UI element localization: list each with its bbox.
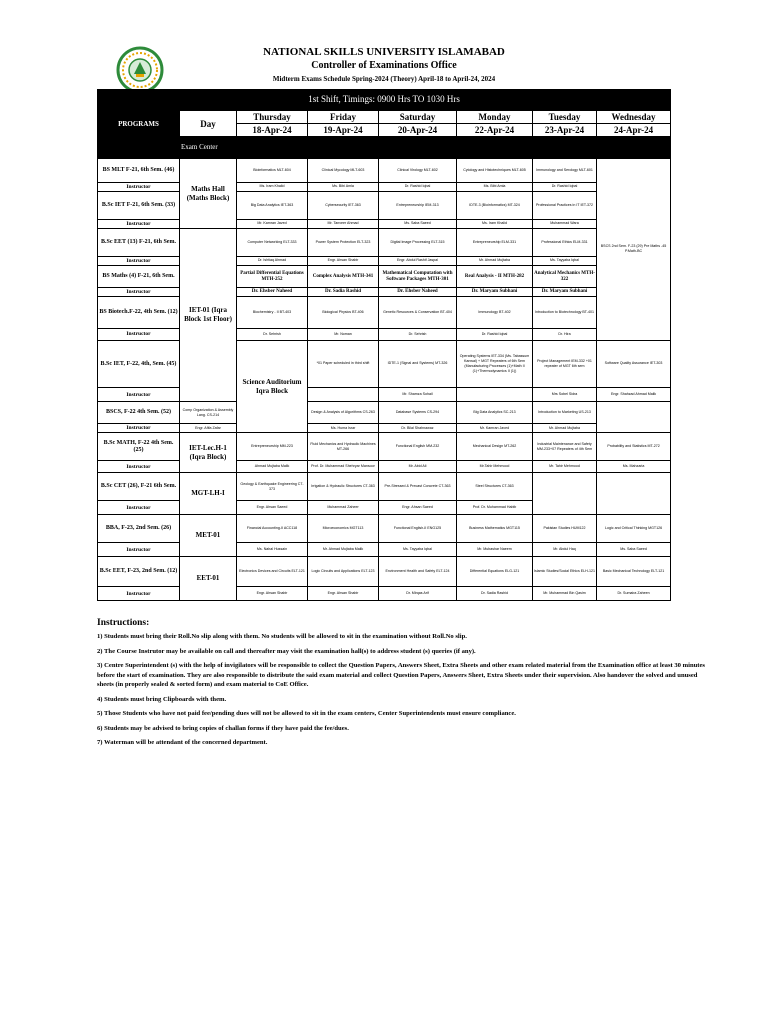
day-date: 24-Apr-24 [597,124,671,137]
instructor-cell: Dr. Sadia Rashid [308,288,379,297]
instructor-cell: Mr.Tahir Mehmood [457,461,533,473]
instructor-label: Instructor [98,424,180,433]
instructor-cell: Dr. Rashid Iqbal [533,183,597,192]
course-cell: Basic Mechanical Technology ELT-121 [597,557,671,587]
instructor-cell: Ms. Tayyaba Iqbal [533,257,597,266]
shift-row [98,90,671,111]
course-cell: Design & Analysis of Algorithms CS-263 [308,402,379,424]
instructor-cell: Dr. Ishtiaq Ahmad [237,257,308,266]
instructor-label: Instructor [98,257,180,266]
programs-header-fill [98,137,180,159]
course-cell: Microeconomics MGT113 [308,515,379,543]
instructor-cell: Ms. Bibi Amla [308,183,379,192]
venue-cell: Science Auditorium Iqra Block [237,340,308,433]
program-cell: B.Sc EET, F-23, 2nd Sem. (12) [98,557,180,587]
day-header-row [98,111,671,124]
office-name: Controller of Examinations Office [311,60,457,71]
exam-center-row [98,137,671,159]
course-cell: Fluid Mechanics and Hydraulic Machines MT-266 [308,433,379,461]
course-cell: IDTE-1 (Signal and Systems) MT-326 [379,340,457,388]
instruction-item: 1) Students must bring their Roll.No slip along with them. No students will be allowed to sit in the examination without Roll.No slip. [97,633,467,640]
instructor-label: Instructor [98,288,180,297]
instructor-cell: Muhammad Zaheer [308,501,379,515]
instructor-cell: Mr. Tahir Mehmood [533,461,597,473]
instructor-cell: Prof. Dr. Muhammad Shehryar Mansoor [308,461,379,473]
course-cell: Bioinformatics MLT-604 [237,159,308,183]
instruction-item: 2) The Course Instrutor may be available on call and thereafter may visit the examination hall(s) to address student (s) queries (if any). [97,647,476,655]
program-cell: B.Sc EET (13) F-21, 6th Sem. [98,229,180,257]
day-name: Thursday [237,111,308,124]
course-cell: Functional English MM-232 [379,433,457,461]
instructor-cell: Engr. Ahsan Shabir [237,587,308,601]
program-cell: B.Sc IET, F-22, 4th, Sem. (45) [98,340,180,388]
course-cell: Genetic Resources & Conservation BT-404 [379,297,457,329]
day-date: 22-Apr-24 [457,124,533,137]
instructor-cell: Engr. Afifa Zafar [180,424,237,433]
course-cell: Entrepreneurship IEM-313 [379,192,457,220]
course-cell: Project Management IEM-332 +01 repeater of MGT 6th sem [533,340,597,388]
instructor-cell: Ms. Nahal Hussain [237,543,308,557]
empty-cell [597,402,671,433]
course-cell: Immunology BT-402 [457,297,533,329]
course-cell: Pre-Stressed & Precast Concrete CT-363 [379,473,457,501]
instructor-cell: Mr. Kamran Javed [237,220,308,229]
day-header: Day [180,111,237,137]
course-cell: Biochemistry - II BT-403 [237,297,308,329]
instructor-cell: Mr. Kamran Javed [457,424,533,433]
instructor-cell: Mr. Abid Ali [379,461,457,473]
day-name: Friday [308,111,379,124]
venue-cell: IET-Lec.H-1 (Iqra Block) [180,433,237,473]
course-cell: Environment Health and Safety ELT-124 [379,557,457,587]
exam-center-header: Exam Center [180,137,671,159]
instructor-cell: Mr. Ahmad Mujtaba Malik [308,543,379,557]
course-cell: Functional English-II ENG125 [379,515,457,543]
instructor-cell: Mr. Abdul Haq [533,543,597,557]
program-cell: BS Biotech.F-22, 4th Sem. (12) [98,297,180,329]
course-cell: Complex Analysis MTH-341 [308,266,379,288]
course-cell: Logic and Critical Thinking MGT126 [597,515,671,543]
course-cell: Partial Differential Equations MTH-252 [237,266,308,288]
course-cell: Mathematical Computation with Software Packages MTH-301 [379,266,457,288]
instructor-cell: Dr. Rashid Iqbal [379,183,457,192]
instructor-cell: Dr. Ehsber Naheed [379,288,457,297]
instructor-cell: Mr. Muhammad Bin Qasim [533,587,597,601]
course-cell: Introduction to Marketing US-213 [533,402,597,424]
course-cell: Business Mathematics MGT115 [457,515,533,543]
course-cell: Professional Ethics ELM-331 [533,229,597,257]
instructions-title: Instructions: [97,618,150,628]
course-cell: Operating Systems IET-334 (Ms. Tabassum Kanwal) + MGT Repeaters of 6th Sem (Manufacturing Processes (1)+Math II (1)+Thermodynamics II (1)) [457,340,533,388]
instructor-label: Instructor [98,543,180,557]
instructor-label: Instructor [98,501,180,515]
course-cell: Biological Physics BT-406 [308,297,379,329]
day-date: 20-Apr-24 [379,124,457,137]
program-cell: B.Sc MATH, F-22 4th Sem. (25) [98,433,180,461]
instruction-item: 7) Waterman will be attendant of the concerned department. [97,739,268,746]
program-cell: BSCS, F-22 4th Sem. (52) [98,402,180,424]
course-cell: Steel Structures CT-363 [457,473,533,501]
instructor-cell: Ms. Mahzaria [597,461,671,473]
course-cell: Professional Practices in IT IET-372 [533,192,597,220]
venue-cell: Maths Hall (Maths Block) [180,159,237,229]
course-cell: Electronics Devices and Circuits ELT-121 [237,557,308,587]
instructor-label: Instructor [98,461,180,473]
instructor-cell: Dr. Mirqas Arif [379,587,457,601]
venue-cell: EET-01 [180,557,237,601]
course-cell: Cybersecurity IET-363 [308,192,379,220]
instruction-item: 4) Students must bring Clipboards with them. [97,695,227,703]
course-cell: Introduction to Biotechnology BT-401 [533,297,597,329]
document-header [0,0,768,92]
instruction-item: 3) Centre Superintendent (s) with the help of invigilators will be responsible to collect the Question Papers, Answers Sheet, Extra Sheets and other exam related material from the Examination office at least 30 minutes before the start of examination. They are also responsible to distribute the said exam material and collect Question Papers, Answers Sheet, Extra Sheets under their supervision. Also handover the solved and unused sheets (in properly sealed & sorted form) and exam material to CoE Office. [97,662,705,688]
table-row [98,473,671,501]
instructor-cell: Mrs Sobel Sidra [533,388,597,402]
course-cell: Industrial Maintenance and Safety MM-233+07 Repeaters of 4th Sem [533,433,597,461]
course-cell: *01 Paper scheduled in third shift [308,340,379,388]
course-cell: Probability and Statistics MT-272 [597,433,671,461]
instructor-cell: Mr. Mubashar Naeem [457,543,533,557]
instructor-label: Instructor [98,587,180,601]
instructor-cell: Ms. Saba Saeed [379,220,457,229]
instructor-cell: Dr. Ehsber Naheed [237,288,308,297]
instructor-label: Instructor [98,183,180,192]
course-cell: Software Quality Assurance IET-303 [597,340,671,388]
table-row [98,159,671,183]
instructor-cell: Dr. Sumaira Zaheen [597,587,671,601]
course-cell: Differential Equations ELG-121 [457,557,533,587]
instructor-cell: Ms. Iram Khalid [237,183,308,192]
course-cell: Geology & Earthquake Engineering CT-373 [237,473,308,501]
wednesday-note-cell: BSCS 2nd Sem. F-23 (29) Pre Maths -45 P.Math-BC [597,159,671,341]
instructor-cell: Mr. Noman [308,329,379,340]
course-cell: Mechanical Design MT-262 [457,433,533,461]
day-date: 23-Apr-24 [533,124,597,137]
programs-header: PROGRAMS [98,111,180,137]
course-cell: Financial Accounting-II ACC118 [237,515,308,543]
instructions-section [97,618,707,753]
course-cell: Logic Circuits and Applications ELT-123 [308,557,379,587]
instructor-cell: Engr. Ahsan Shabir [308,257,379,266]
course-cell: Clinical Mycology MLT-603 [308,159,379,183]
course-cell: IDTE-3 (Bioinformatics) MT-324 [457,192,533,220]
instructor-cell: Dr. Sehrish [379,329,457,340]
table-row [98,557,671,587]
university-name: NATIONAL SKILLS UNIVERSITY ISLAMABAD [263,46,505,58]
instructor-cell: Dr. Bilal Shahnawaz [379,424,457,433]
course-cell: Irrigation & Hydraulic Structures CT-363 [308,473,379,501]
instructor-label: Instructor [98,388,180,402]
instructor-cell: Dr. Maryam Subhani [533,288,597,297]
exam-schedule-table [97,89,671,601]
course-cell: Pakistan Studies HUM122 [533,515,597,543]
instructor-cell: Mr. Shamza Sohail [379,388,457,402]
course-cell: Computer Networking ELT-333 [237,229,308,257]
course-cell: Clinical Virology MLT-602 [379,159,457,183]
instructor-cell: Ms. Iram Khalid [457,220,533,229]
instructor-cell: Dr. Sadia Rashid [457,587,533,601]
program-cell: B.Sc CET (26), F-21 6th Sem. [98,473,180,501]
course-cell: Analytical Mechanics MTH-322 [533,266,597,288]
instructor-cell [308,388,379,402]
program-cell: BBA, F-23, 2nd Sem. (26) [98,515,180,543]
empty-cell [533,473,597,515]
course-cell: Database Systems CS-294 [379,402,457,424]
instructor-cell: Dr. Maryam Subhani [457,288,533,297]
instructor-cell: Dr. Sehrish [237,329,308,340]
course-cell: Digital Image Processing ELT-315 [379,229,457,257]
course-cell: Real Analysis - II MTH-282 [457,266,533,288]
course-cell: Entrepreneurship ELM-331 [457,229,533,257]
shift-timings: 1st Shift, Timings: 0900 Hrs TO 1030 Hrs [98,90,671,111]
table-row [98,433,671,461]
course-cell: Islamic Studies/Social Ethics ELH-121 [533,557,597,587]
course-cell: Entrepreneurship MM-223 [237,433,308,461]
day-date: 18-Apr-24 [237,124,308,137]
instructor-cell: Engr. Abdul Rashif Jaspal [379,257,457,266]
instructor-cell: Dr. Hira [533,329,597,340]
program-cell: B.Sc IET F-21, 6th Sem. (33) [98,192,180,220]
day-name: Monday [457,111,533,124]
instruction-item: 5) Those Students who have not paid fee/pending dues will not be allowed to sit in the exam centers, Center Superintendents must ensure compliance. [97,710,516,717]
instructor-cell: Muhammad Wara [533,220,597,229]
instructor-label: Instructor [98,220,180,229]
empty-cell [597,473,671,515]
instructor-cell: Ms. Tayyaba Iqbal [379,543,457,557]
instructor-cell: Engr. Shahzad Ahmad Malik [597,388,671,402]
day-name: Saturday [379,111,457,124]
venue-cell: IET-01 (Iqra Block 1st Floor) [180,229,237,402]
instructor-cell: Engr. Ahsan Saeed [379,501,457,515]
course-cell: Cytology and Histotechniques MLT-605 [457,159,533,183]
venue-cell: MET-01 [180,515,237,557]
instructor-cell: Mr. Ahmad Mujtaba [457,257,533,266]
instructor-cell [457,388,533,402]
program-cell: BS MLT F-21, 6th Sem. (46) [98,159,180,183]
course-cell: Big Data Analytics IET-363 [237,192,308,220]
day-name: Wednesday [597,111,671,124]
table-row [98,402,671,424]
day-name: Tuesday [533,111,597,124]
table-row [98,515,671,543]
day-date: 19-Apr-24 [308,124,379,137]
instructor-label: Instructor [98,329,180,340]
instructor-cell: Ms. Huma Israr [308,424,379,433]
instructor-row [98,424,671,433]
program-cell: BS Maths (4) F-21, 6th Sem. [98,266,180,288]
instruction-item: 6) Students may be advised to bring copies of challan forms if they have paid the fee/dues. [97,724,349,732]
table-row [98,229,671,257]
venue-cell: MGT-LH-I [180,473,237,515]
instructor-cell: Ms. Saba Saeed [597,543,671,557]
instructor-cell: Ahmad Mujtaba Malik [237,461,308,473]
instructor-cell: Prof. Dr. Muhammad Habib [457,501,533,515]
instructor-cell: Engr. Ahsan Saeed [237,501,308,515]
course-cell: Big Data Analytics SC-213 [457,402,533,424]
instructor-cell: Ms. Bibi Amla [457,183,533,192]
instructor-cell: Engr. Ahsan Shabir [308,587,379,601]
schedule-title: Midterm Exams Schedule Spring-2024 (Theory) April-18 to April-24, 2024 [272,75,496,83]
instructor-cell: Mr. Tanveer Ahmad [308,220,379,229]
instructor-cell: Mr. Ahmad Mujtaba [533,424,597,433]
instructor-cell: Dr. Rashid Iqbal [457,329,533,340]
course-cell: Immunology and Serology MLT-601 [533,159,597,183]
course-cell: Comp Organization & Assembly Lang. CS-214 [180,402,237,424]
course-cell: Power System Protection ELT-323 [308,229,379,257]
